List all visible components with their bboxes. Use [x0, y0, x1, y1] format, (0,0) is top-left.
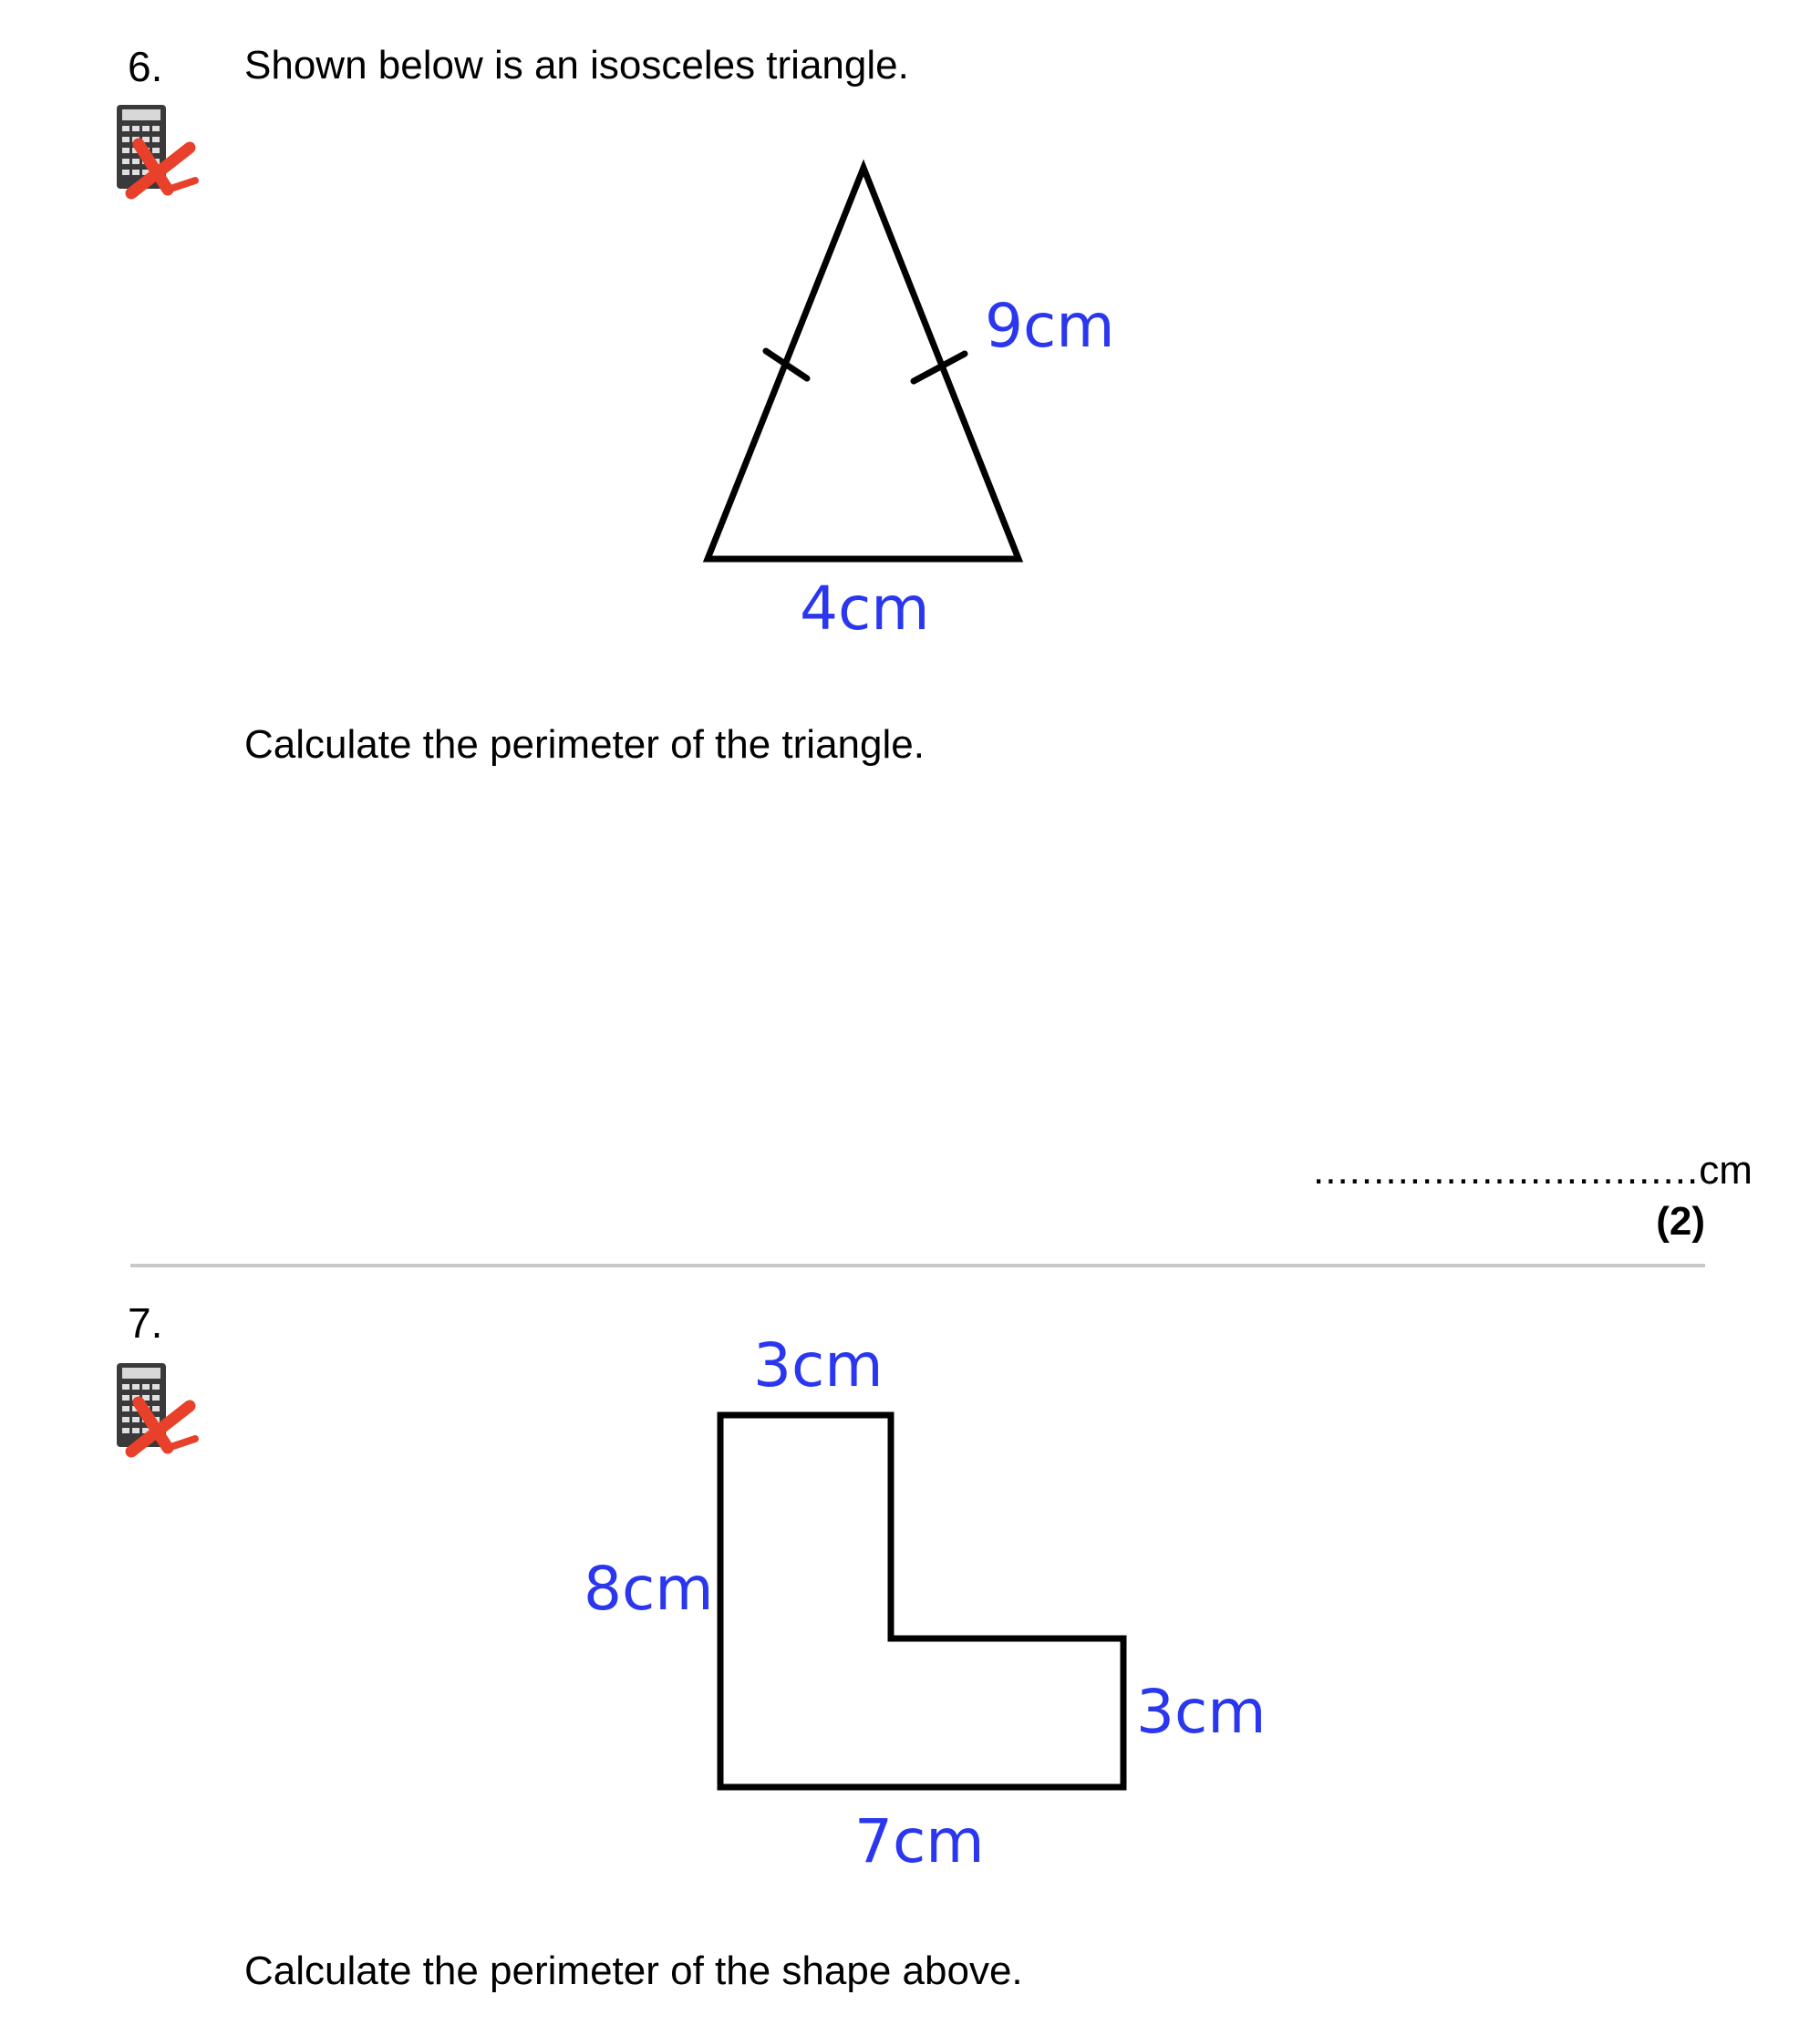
question-6-instruction: Calculate the perimeter of the triangle.	[244, 722, 925, 767]
l-shape-outline	[720, 1415, 1123, 1787]
no-calculator-icon	[111, 100, 202, 201]
top-width-label: 3cm	[753, 1330, 884, 1401]
bottom-width-label: 7cm	[854, 1806, 985, 1876]
question-6-number: 6.	[128, 43, 163, 90]
question-7-instruction: Calculate the perimeter of the shape above.	[244, 1948, 1023, 1993]
marks-badge: (2)	[1656, 1199, 1705, 1244]
question-divider	[130, 1264, 1705, 1267]
l-shape-diagram	[565, 1313, 1277, 1878]
right-height-label: 3cm	[1136, 1677, 1267, 1747]
answer-line	[1313, 1148, 1753, 1193]
side-length-label: 9cm	[985, 291, 1115, 361]
isosceles-triangle-diagram	[675, 146, 1185, 656]
question-6-prompt: Shown below is an isosceles triangle.	[244, 43, 909, 88]
triangle-shape	[708, 168, 1019, 559]
no-calculator-icon	[111, 1359, 202, 1459]
question-7-number: 7.	[128, 1299, 163, 1347]
left-height-label: 8cm	[584, 1554, 714, 1624]
answer-unit: cm	[1699, 1148, 1753, 1193]
base-length-label: 4cm	[800, 574, 930, 644]
answer-dots: ................................	[1313, 1148, 1700, 1193]
